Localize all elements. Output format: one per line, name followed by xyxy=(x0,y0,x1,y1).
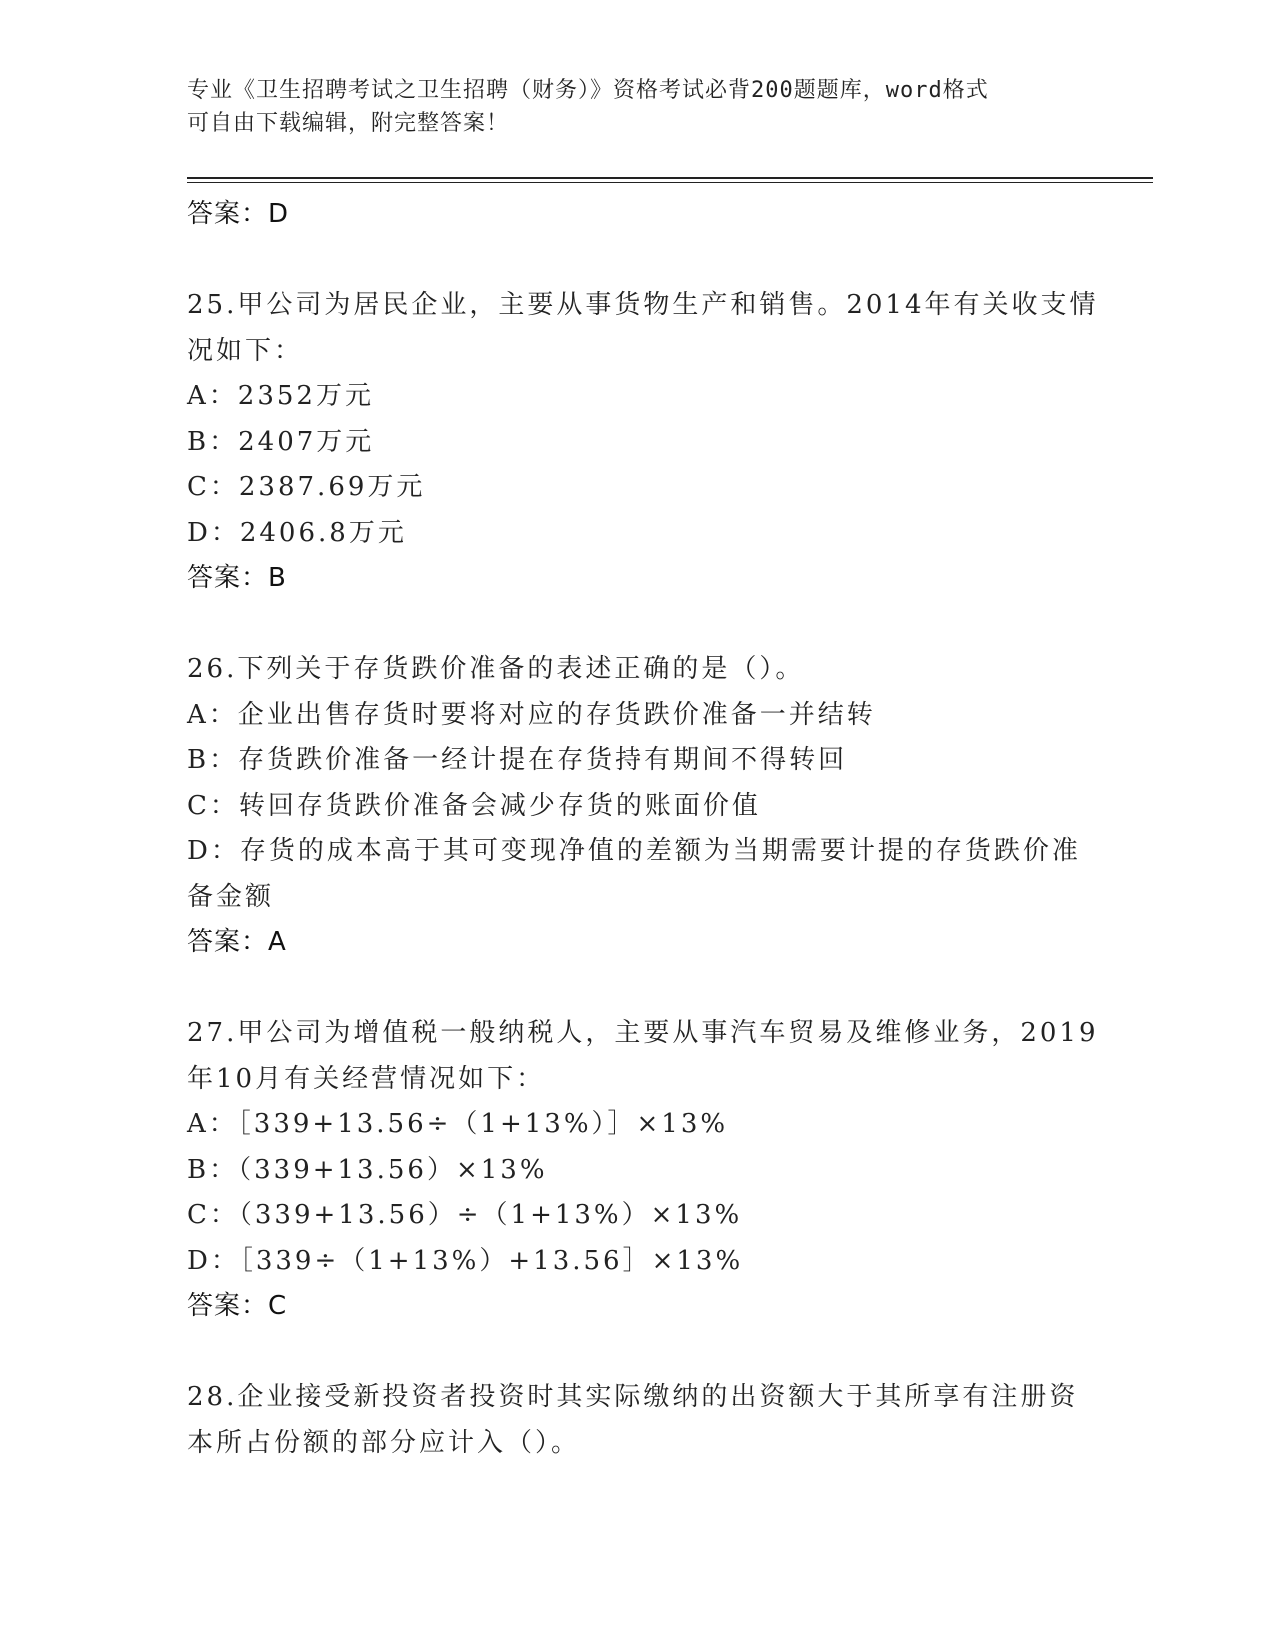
header-divider-thin xyxy=(187,182,1153,183)
option-c: C：转回存货跌价准备会减少存货的账面价值 xyxy=(187,790,761,821)
question-stem: 27.甲公司为增值税一般纳税人，主要从事汽车贸易及维修业务，2019 xyxy=(187,1018,1099,1048)
header-line-1: 专业《卫生招聘考试之卫生招聘（财务）》资格考试必背200题题库，word格式 xyxy=(187,78,989,103)
header-line-2: 可自由下载编辑，附完整答案！ xyxy=(187,111,510,136)
option-a: A：企业出售存货时要将对应的存货跌价准备一并结转 xyxy=(187,699,876,730)
option-b: B：（339+13.56）×13% xyxy=(187,1154,548,1185)
option-d: D：［339÷（1+13%）+13.56］×13% xyxy=(187,1245,744,1276)
question-stem: 26.下列关于存货跌价准备的表述正确的是（）。 xyxy=(187,654,805,684)
question-27 xyxy=(187,1011,1099,1330)
option-c: C：2387.69万元 xyxy=(187,472,426,502)
option-d-continued: 备金额 xyxy=(187,881,275,912)
question-stem: 况如下： xyxy=(187,335,304,366)
question-26 xyxy=(187,647,1087,966)
option-c: C：（339+13.56）÷（1+13%）×13% xyxy=(187,1200,743,1230)
answer-line: 答案：C xyxy=(187,1291,288,1321)
answer-line: 答案：B xyxy=(187,563,287,593)
option-a: A：［339+13.56÷（1+13%）］×13% xyxy=(187,1109,729,1139)
option-d: D：存货的成本高于其可变现净值的差额为当期需要计提的存货跌价准 xyxy=(187,836,1081,866)
option-a: A：2352万元 xyxy=(187,381,374,411)
question-stem: 本所占份额的部分应计入（）。 xyxy=(187,1427,581,1458)
option-b: B：存货跌价准备一经计提在存货持有期间不得转回 xyxy=(187,745,848,775)
option-b: B：2407万元 xyxy=(187,426,375,457)
question-stem: 年10月有关经营情况如下： xyxy=(187,1063,546,1094)
previous-answer: 答案：D xyxy=(187,199,290,229)
document-page xyxy=(187,0,1157,1650)
answer-line: 答案：A xyxy=(187,927,287,957)
question-stem: 25.甲公司为居民企业，主要从事货物生产和销售。2014年有关收支情 xyxy=(187,290,1099,320)
question-list xyxy=(187,192,1099,1466)
question-25 xyxy=(187,283,1099,602)
document-header xyxy=(187,74,1087,140)
question-stem: 28.企业接受新投资者投资时其实际缴纳的出资额大于其所享有注册资 xyxy=(187,1382,1079,1412)
header-divider-thick xyxy=(187,177,1153,179)
option-d: D：2406.8万元 xyxy=(187,517,407,548)
question-28 xyxy=(187,1375,1087,1466)
